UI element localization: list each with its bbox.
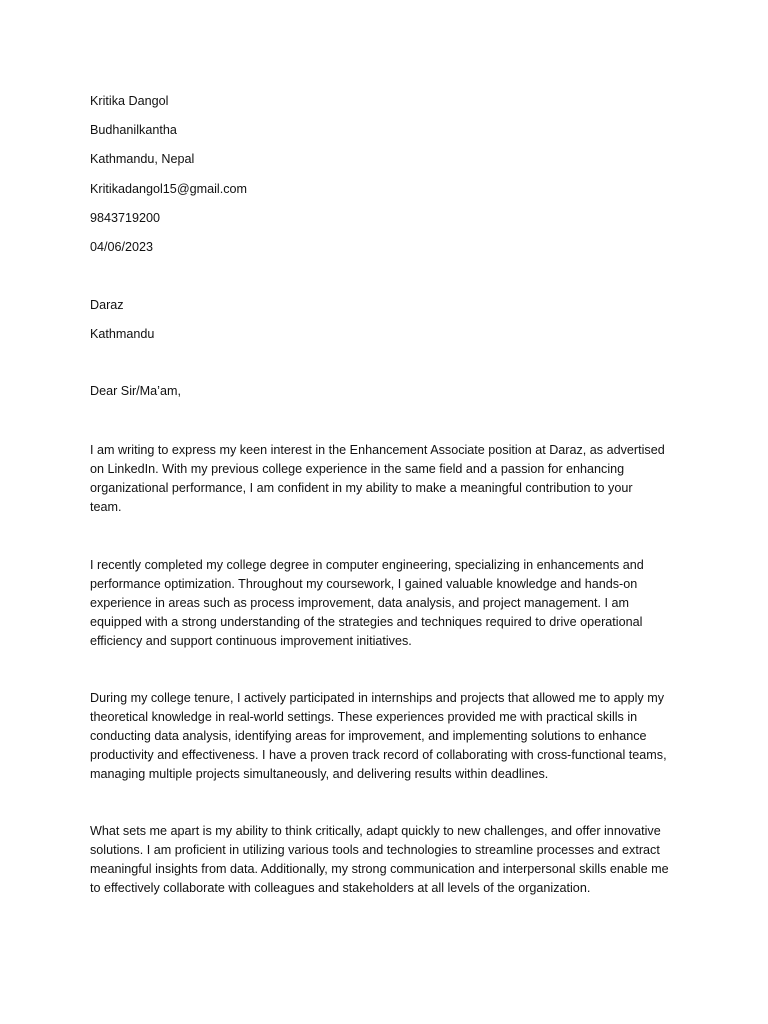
paragraph-line: conducting data analysis, identifying areas for improvement, and implementing solutions to enhance [90,729,647,743]
sender-email: Kritikadangol15@gmail.com [90,181,247,196]
sender-name: Kritika Dangol [90,94,169,108]
paragraph-line: team. [90,500,122,514]
paragraph-line: What sets me apart is my ability to think critically, adapt quickly to new challenges, and offer innovative [90,824,661,838]
paragraph-line: theoretical knowledge in real-world settings. These experiences provided me with practical skills in [90,710,638,724]
paragraph-line: productivity and effectiveness. I have a proven track record of collaborating with cross-functional teams, [90,748,667,762]
paragraph-line: meaningful insights from data. Additionally, my strong communication and interpersonal skills enable me [90,862,669,876]
letter-date: 04/06/2023 [90,239,154,254]
paragraph-line: I recently completed my college degree in computer engineering, specializing in enhancements and [90,558,644,572]
paragraph-line: organizational performance, I am confident in my ability to make a meaningful contribution to your [90,481,633,495]
recipient-city: Kathmandu [90,327,155,342]
paragraph-line: solutions. I am proficient in utilizing various tools and technologies to streamline processes and extract [90,843,660,857]
paragraph-line: During my college tenure, I actively participated in internships and projects that allowed me to apply my [90,691,665,705]
sender-phone: 9843719200 [90,210,161,225]
paragraph-line: on LinkedIn. With my previous college experience in the same field and a passion for enhancing [90,462,625,476]
body-paragraph-4 [90,822,690,898]
paragraph-line: managing multiple projects simultaneously, and delivering results within deadlines. [90,767,549,781]
recipient-company: Daraz [90,298,124,312]
paragraph-line: performance optimization. Throughout my coursework, I gained valuable knowledge and hands-on [90,577,638,591]
paragraph-line: equipped with a strong understanding of the strategies and techniques required to drive operational [90,615,643,629]
paragraph-line: efficiency and support continuous improvement initiatives. [90,634,412,648]
paragraph-line: I am writing to express my keen interest in the Enhancement Associate position at Daraz, as advertised [90,443,665,457]
body-paragraph-2 [90,556,690,651]
salutation: Dear Sir/Ma’am, [90,384,181,398]
paragraph-line: experience in areas such as process improvement, data analysis, and project management. I am [90,596,630,610]
body-paragraph-3 [90,689,690,784]
sender-address-line2: Kathmandu, Nepal [90,152,195,167]
recipient-block [90,296,154,354]
sender-address-line1: Budhanilkantha [90,123,177,138]
sender-block [90,92,247,267]
paragraph-line: to effectively collaborate with colleagues and stakeholders at all levels of the organization. [90,881,591,895]
body-paragraph-1 [90,441,690,517]
